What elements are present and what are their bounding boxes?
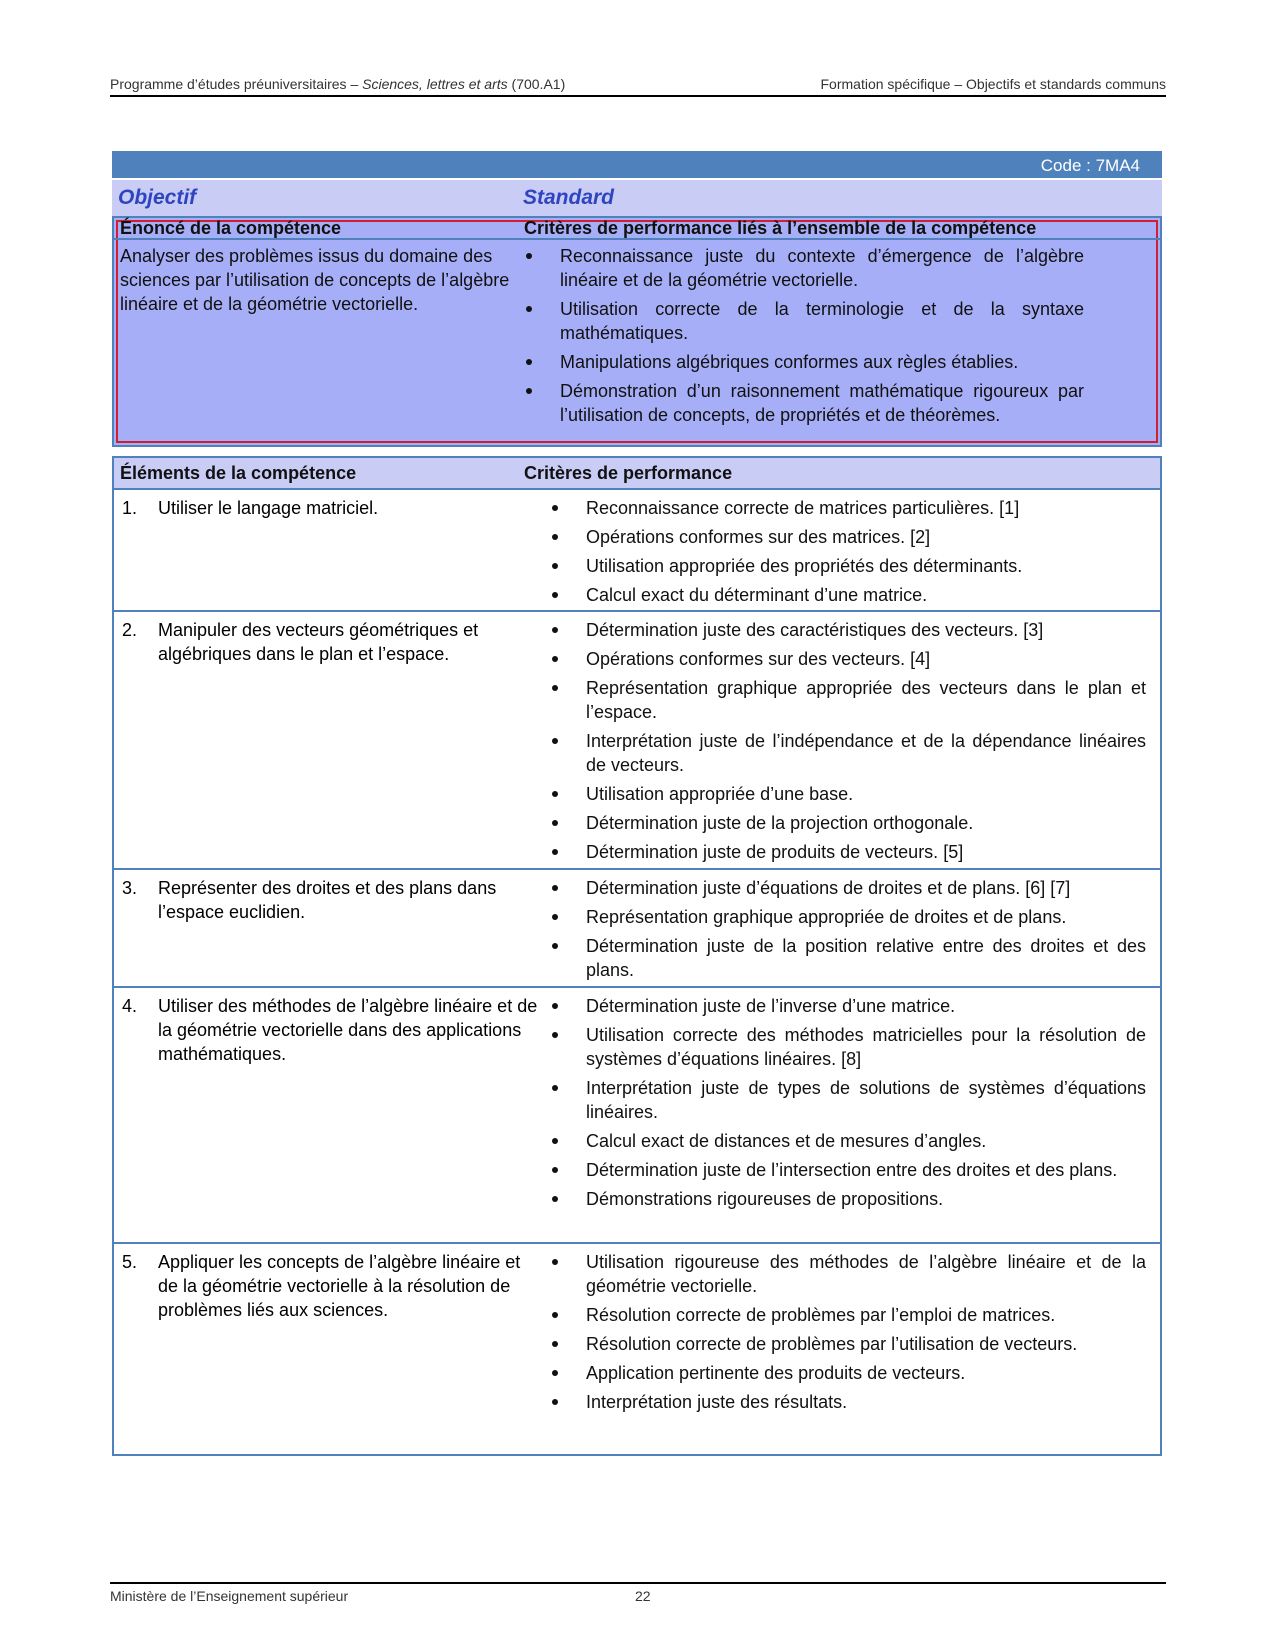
element-text: Utiliser le langage matriciel. [158,498,379,518]
table-row [114,490,1160,612]
code-bar [112,151,1162,178]
element-criteres-list [550,496,1146,612]
element-critere: Interprétation juste de types de solutions de systèmes d’équations linéaires. [550,1076,1146,1124]
element-critere: Calcul exact de distances et de mesures d’angles. [550,1129,1146,1153]
table-row [114,988,1160,1244]
criteres-ensemble-header: Critères de performance liés à l’ensemble de la compétence [524,218,1037,238]
element-critere: Utilisation rigoureuse des méthodes de l’algèbre linéaire et de la géométrie vectorielle. [550,1250,1146,1298]
element-critere: Calcul exact du déterminant d’une matrice. [550,583,1146,607]
header-program [110,75,565,95]
header-program-title: Sciences, lettres et arts [362,76,508,92]
element-critere: Détermination juste de la projection orthogonale. [550,811,1146,835]
competence-critere: Reconnaissance juste du contexte d’émergence de l’algèbre linéaire et de la géométrie vectorielle. [524,244,1084,292]
element-number: 5. [122,1252,138,1272]
element-critere: Utilisation appropriée des propriétés des déterminants. [550,554,1146,578]
objectif-standard-row [112,180,1162,216]
criteres-header: Critères de performance [524,463,733,483]
table-row [114,870,1160,988]
enonce-header: Énoncé de la compétence [120,218,342,238]
element-text: Utiliser des méthodes de l’algèbre linéaire et de la géométrie vectorielle dans des applications mathématiques. [158,996,538,1064]
element-critere: Démonstrations rigoureuses de propositions. [550,1187,1146,1211]
objectif-label: Objectif [118,186,197,209]
element-criteres-list [550,1250,1146,1419]
page-footer [110,1582,1166,1606]
element-critere: Application pertinente des produits de vecteurs. [550,1361,1146,1385]
element-critere: Opérations conformes sur des vecteurs. [4] [550,647,1146,671]
elements-header: Éléments de la compétence [120,463,357,483]
standard-label: Standard [523,186,615,209]
element-critere: Utilisation correcte des méthodes matricielles pour la résolution de systèmes d’équations linéaires. [8] [550,1023,1146,1071]
element-critere: Détermination juste de la position relative entre des droites et des plans. [550,934,1146,982]
element-critere: Résolution correcte de problèmes par l’emploi de matrices. [550,1303,1146,1327]
header-section: Formation spécifique – Objectifs et standards communs [820,76,1166,92]
element-criteres-list [550,994,1146,1216]
competence-critere: Utilisation correcte de la terminologie et de la syntaxe mathématiques. [524,297,1084,345]
element-text: Appliquer les concepts de l’algèbre linéaire et de la géométrie vectorielle à la résolution de problèmes liés aux sciences. [158,1252,521,1320]
competence-divider [114,238,1160,240]
element-critere: Représentation graphique appropriée de droites et de plans. [550,905,1146,929]
element-critere: Détermination juste d’équations de droites et de plans. [6] [7] [550,876,1146,900]
element-critere: Reconnaissance correcte de matrices particulières. [1] [550,496,1146,520]
table-row [114,1244,1160,1454]
element-number: 2. [122,620,138,640]
element-criteres-list [550,876,1146,987]
element-critere: Interprétation juste des résultats. [550,1390,1146,1414]
element-criteres-list [550,618,1146,869]
page-number: 22 [635,1588,651,1604]
header-program-code: (700.A1) [507,76,566,92]
element-critere: Interprétation juste de l’indépendance et de la dépendance linéaires de vecteurs. [550,729,1146,777]
competence-criteres-list [524,244,1084,432]
element-critere: Représentation graphique appropriée des vecteurs dans le plan et l’espace. [550,676,1146,724]
element-number: 1. [122,498,138,518]
competence-critere: Manipulations algébriques conformes aux règles établies. [524,350,1084,374]
element-critere: Détermination juste de l’intersection entre des droites et des plans. [550,1158,1146,1182]
footer-ministry: Ministère de l’Enseignement supérieur [110,1588,349,1604]
page-header [110,75,1166,97]
element-text: Représenter des droites et des plans dans l’espace euclidien. [158,878,497,922]
elements-header-row [114,458,1160,490]
element-number: 3. [122,878,138,898]
element-critere: Détermination juste des caractéristiques des vecteurs. [3] [550,618,1146,642]
element-text: Manipuler des vecteurs géométriques et algébriques dans le plan et l’espace. [158,620,479,664]
element-critere: Détermination juste de l’inverse d’une matrice. [550,994,1146,1018]
element-critere: Utilisation appropriée d’une base. [550,782,1146,806]
competence-critere: Démonstration d’un raisonnement mathématique rigoureux par l’utilisation de concepts, de propriétés et de théorèmes. [524,379,1084,427]
course-code: Code : 7MA4 [1040,156,1140,175]
competence-block [112,216,1162,447]
elements-table [112,456,1162,1456]
element-critere: Résolution correcte de problèmes par l’utilisation de vecteurs. [550,1332,1146,1356]
element-critere: Opérations conformes sur des matrices. [2] [550,525,1146,549]
table-row [114,612,1160,870]
element-number: 4. [122,996,138,1016]
enonce-text: Analyser des problèmes issus du domaine des sciences par l’utilisation de concepts de l’algèbre linéaire et de la géométrie vectorielle. [120,246,510,314]
element-critere: Détermination juste de produits de vecteurs. [5] [550,840,1146,864]
header-program-prefix: Programme d’études préuniversitaires – [110,76,363,92]
